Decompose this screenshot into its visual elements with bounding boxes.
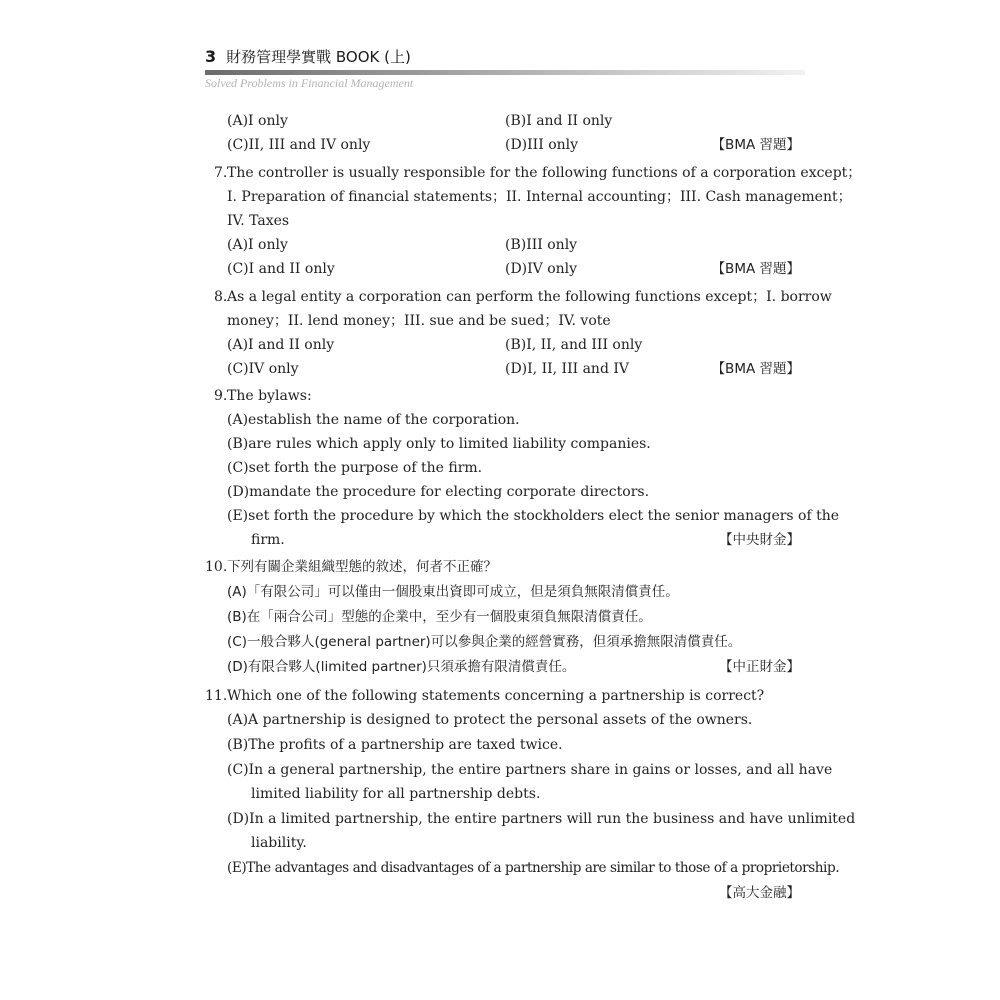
q8-options-row2 [205,358,800,380]
q9-option-e-line2: firm. [251,532,285,548]
q8-text-line1: As a legal entity a corporation can perform the following functions except；I. borrow [227,289,832,305]
q11-number: 11. [205,688,228,704]
q10-option-a-row [205,581,800,603]
q7-stem-line1 [205,162,862,184]
q8-number: 8. [214,289,228,305]
q10-option-d-row [205,656,800,678]
q10-option-a: (A)「有限公司」可以僅由一個股東出資即可成立，但是須負無限清償責任。 [227,584,679,600]
q10-option-d: (D)有限合夥人(limited partner)只須承擔有限清償責任。 [227,659,576,675]
q7-number: 7. [214,165,228,181]
chapter-number: 3 [205,47,217,66]
q9-option-d-row [205,481,800,503]
q7-option-d: (D)IV only [505,261,578,277]
q8-option-b: (B)I, II, and III only [505,337,643,353]
q8-options-row1 [205,334,800,356]
q11-option-d-line1: (D)In a limited partnership, the entire partners will run the business and have unlimited [227,811,856,827]
q7-text-line1: The controller is usually responsible for the following functions of a corporation except； [227,165,862,181]
q7-option-c: (C)I and II only [227,261,335,277]
q9-option-b-row [205,433,800,455]
header-gradient-bar [205,70,805,75]
q10-option-b: (B)在「兩合公司」型態的企業中，至少有一個股東須負無限清償責任。 [227,609,652,625]
q6-source: 【BMA 習題】 [711,137,800,153]
q7-text-line2: I. Preparation of financial statements；II. Internal accounting；III. Cash management； [227,189,852,205]
q8-option-d: (D)I, II, III and IV [505,361,629,377]
q9-option-e-row1 [205,505,840,527]
q8-option-a: (A)I and II only [227,337,335,353]
book-title: 財務管理學實戰 BOOK (上) [226,48,411,66]
page-header [205,46,815,91]
q10-option-c: (C)一般合夥人(general partner)可以參與企業的經營實務，但須承擔無限清償責任。 [227,634,742,650]
q10-text: 下列有關企業組織型態的敘述，何者不正確？ [227,559,497,575]
q11-option-c-line1: (C)In a general partnership, the entire partners share in gains or losses, and all have [227,762,833,778]
q8-text-line2: money；II. lend money；III. sue and be sued；IV. vote [227,313,611,329]
q11-source-row [205,882,800,904]
q10-stem [205,556,800,578]
q9-text: The bylaws: [227,388,312,404]
q9-option-c-row [205,457,800,479]
q9-option-c: (C)set forth the purpose of the firm. [227,460,483,476]
q6-option-c: (C)II, III and IV only [227,137,371,153]
q9-stem [205,385,800,407]
q9-source: 【中央財金】 [719,532,800,548]
q6-options-row1 [205,110,800,132]
q9-option-a-row [205,409,800,431]
q9-option-a: (A)establish the name of the corporation. [227,412,520,428]
q7-option-b: (B)III only [505,237,578,253]
header-title-row [205,46,815,67]
q11-text: Which one of the following statements concerning a partnership is correct? [227,688,765,704]
q7-options-row1 [205,234,800,256]
q11-option-c-row1 [205,759,833,781]
q6-options-row2 [205,134,800,156]
q11-option-e: (E)The advantages and disadvantages of a partnership are similar to those of a proprietorship. [227,860,840,876]
q8-stem-line2 [205,310,800,332]
q10-number: 10. [205,559,228,575]
book-subtitle: Solved Problems in Financial Management [205,76,414,90]
q7-source: 【BMA 習題】 [711,261,800,277]
q7-text-line3: IV. Taxes [227,213,290,229]
q7-options-row2 [205,258,800,280]
q9-option-d: (D)mandate the procedure for electing corporate directors. [227,484,650,500]
q7-stem-line3 [205,210,800,232]
q11-option-d-row2 [205,832,800,854]
q6-option-a: (A)I only [227,113,288,129]
q11-option-a: (A)A partnership is designed to protect the personal assets of the owners. [227,712,753,728]
q10-source: 【中正財金】 [719,659,800,675]
q11-option-b: (B)The profits of a partnership are taxed twice. [227,737,563,753]
q7-stem-line2 [205,186,852,208]
q8-stem-line1 [205,286,832,308]
q10-option-c-row [205,631,800,653]
q10-option-b-row [205,606,800,628]
q11-option-b-row [205,734,800,756]
q9-option-e-line1: (E)set forth the procedure by which the stockholders elect the senior managers of the [227,508,840,524]
q9-number: 9. [214,388,228,404]
q11-stem [205,685,800,707]
q11-option-e-row [205,857,840,879]
q11-option-a-row [205,709,800,731]
q11-option-c-row2 [205,783,800,805]
q6-option-b: (B)I and II only [505,113,613,129]
q11-source: 【高大金融】 [719,885,800,901]
q7-option-a: (A)I only [227,237,288,253]
q11-option-c-line2: limited liability for all partnership debts. [251,786,541,802]
q6-option-d: (D)III only [505,137,579,153]
q8-option-c: (C)IV only [227,361,299,377]
q9-option-e-row2 [205,529,800,551]
q11-option-d-line2: liability. [251,835,307,851]
q8-source: 【BMA 習題】 [711,361,800,377]
q9-option-b: (B)are rules which apply only to limited liability companies. [227,436,651,452]
q11-option-d-row1 [205,808,856,830]
